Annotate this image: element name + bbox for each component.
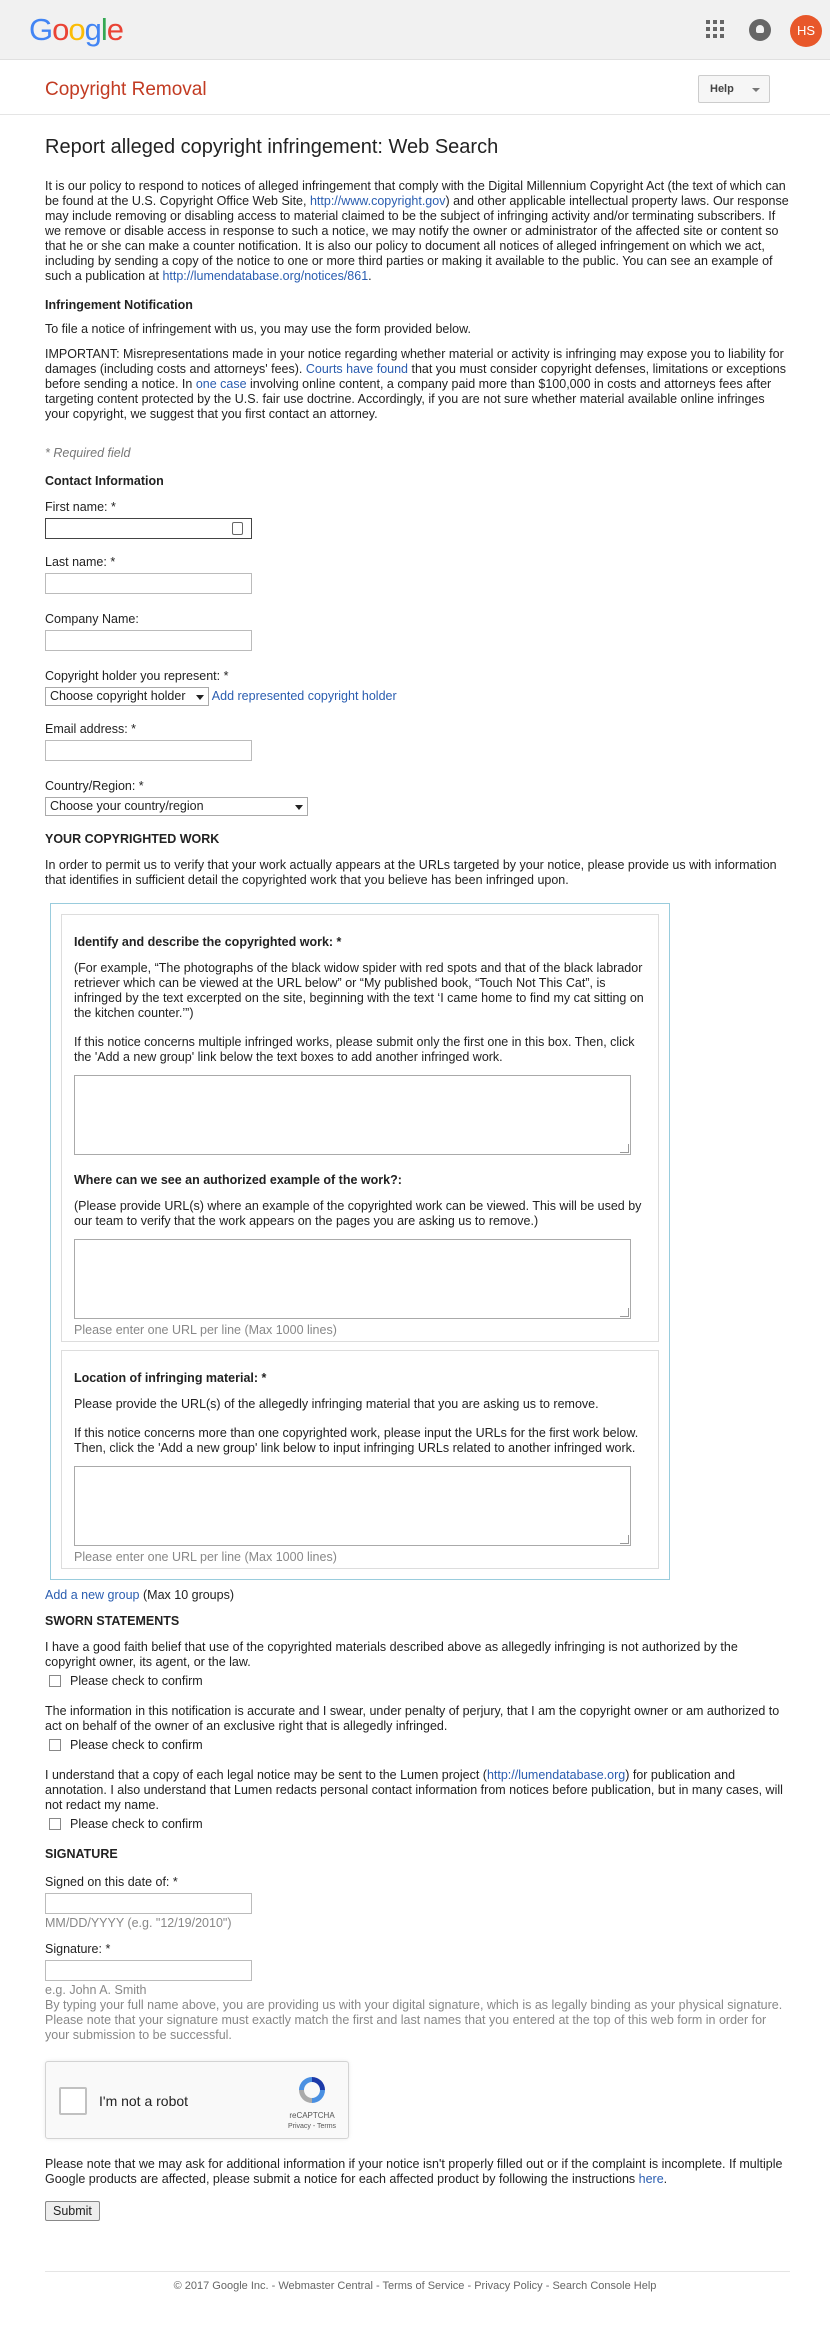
sworn-statement-2: The information in this notification is accurate and I swear, under penalty of perjury, that I am the copyright owner or am authorized to act on behalf of the owner of an exclusive right that is allegedly infringed. <box>45 1704 780 1733</box>
footer-divider <box>45 2271 790 2272</box>
sworn-statement-3 <box>45 1768 790 1813</box>
footer-link-privacy[interactable]: Privacy Policy <box>474 2280 543 2292</box>
closing-text: Please note that we may ask for additional information if your notice isn't properly filled out or if the complaint is incomplete. If multiple Google products are affected, please submit a notice for each affected product by following the instructions <box>45 2157 783 2186</box>
one-case-link[interactable]: one case <box>195 377 247 391</box>
confirm-checkbox-row[interactable] <box>45 1817 790 1831</box>
confirm-label: Please check to confirm <box>70 1674 203 1688</box>
instructions-here-link[interactable]: here <box>638 2172 664 2186</box>
add-new-group-link[interactable]: Add a new group <box>45 1588 140 1602</box>
main-content <box>45 115 790 2221</box>
copyright-holder-row <box>45 687 790 706</box>
chevron-down-icon <box>752 88 760 92</box>
apps-grid-icon[interactable] <box>706 20 726 40</box>
country-select[interactable] <box>45 797 308 816</box>
infringing-location-text: Please provide the URL(s) of the allegedly infringing material that you are asking us to remove. <box>74 1397 599 1411</box>
dropdown-arrow-icon <box>196 695 204 700</box>
company-name-input[interactable] <box>45 630 252 651</box>
signature-heading: SIGNATURE <box>45 1847 118 1861</box>
recaptcha-logo-icon <box>296 2074 328 2106</box>
logo-letter: o <box>52 12 69 47</box>
first-name-label: First name: * <box>45 500 116 514</box>
footer <box>0 2280 830 2292</box>
closing-text: . <box>663 2172 668 2186</box>
confirm-checkbox-row[interactable] <box>45 1674 790 1688</box>
work-group <box>50 903 670 1580</box>
footer-separator: - <box>372 2280 383 2292</box>
copyright-holder-select[interactable] <box>45 687 209 706</box>
section-title: Copyright Removal <box>45 79 207 100</box>
copyright-gov-link[interactable]: http://www.copyright.gov <box>309 194 446 208</box>
intro-text: It is our policy to respond to notices of alleged infringement that comply with the Digital Millennium Copyright Act (the text of which can be found at the U.S. Copyright Office Web Site, <box>45 179 786 208</box>
autofill-key-icon[interactable] <box>232 522 243 535</box>
statement-text: I understand that a copy of each legal notice may be sent to the Lumen project ( <box>45 1768 487 1782</box>
add-copyright-holder-link[interactable]: Add represented copyright holder <box>211 689 397 703</box>
account-avatar[interactable]: HS <box>790 15 822 47</box>
signed-date-label: Signed on this date of: * <box>45 1875 178 1889</box>
infringement-heading: Infringement Notification <box>45 298 193 312</box>
footer-separator: - <box>268 2280 279 2292</box>
courts-have-found-link[interactable]: Courts have found <box>305 362 409 376</box>
policy-intro <box>45 179 790 284</box>
signature-note: By typing your full name above, you are providing us with your digital signature, which is as legally binding as your physical signature. Please note that your signature must exactly match the first and last names that you entered at the top of this web form in order for your submission to be successful. <box>45 1998 783 2042</box>
country-label: Country/Region: * <box>45 779 144 793</box>
important-text: IMPORTANT: Misrepresentations made in your notice regarding whether material or activity is infringing may expose you to liability for damages (including costs and attorneys' fees). <box>45 347 784 376</box>
required-field-note: * Required field <box>45 446 131 460</box>
contact-heading: Contact Information <box>45 474 164 488</box>
recaptcha-widget <box>45 2061 349 2139</box>
company-name-label: Company Name: <box>45 612 139 626</box>
google-logo[interactable] <box>29 12 123 48</box>
signed-date-input[interactable] <box>45 1893 252 1914</box>
first-name-input[interactable] <box>45 518 252 539</box>
dropdown-arrow-icon <box>295 805 303 810</box>
confirm-label: Please check to confirm <box>70 1817 203 1831</box>
logo-letter: l <box>100 12 107 47</box>
infringing-location-textarea[interactable] <box>74 1466 631 1546</box>
intro-text: . <box>368 269 372 283</box>
logo-letter: o <box>68 12 85 47</box>
footer-link-search-console-help[interactable]: Search Console Help <box>552 2280 657 2292</box>
important-text: that you must consider copyright defenses, limitations or exceptions before sending a notice. In <box>45 362 786 391</box>
signature-hint: e.g. John A. Smith <box>45 1983 147 1997</box>
authorized-url-hint: Please enter one URL per line (Max 1000 lines) <box>74 1323 337 1337</box>
section-header <box>0 61 830 115</box>
copyrighted-work-heading: YOUR COPYRIGHTED WORK <box>45 832 220 846</box>
submit-button[interactable]: Submit <box>45 2201 100 2221</box>
authorized-example-label: Where can we see an authorized example of the work?: <box>74 1173 402 1187</box>
signed-date-hint: MM/DD/YYYY (e.g. "12/19/2010") <box>45 1916 232 1930</box>
authorized-example-textarea[interactable] <box>74 1239 631 1319</box>
important-text: involving online content, a company paid more than $100,000 in costs and attorneys fees after targeting content protected by the U.S. fair use doctrine. Accordingly, if you are not sure whether material available online infringes your copyright, we suggest that you first contact an attorney. <box>45 377 772 421</box>
recaptcha-links[interactable]: Privacy - Terms <box>287 2123 337 2130</box>
lumen-database-link[interactable]: http://lumendatabase.org <box>486 1768 626 1782</box>
sworn-statement-1: I have a good faith belief that use of the copyrighted materials described above as allegedly infringing is not authorized by the copyright owner, its agent, or the law. <box>45 1640 738 1669</box>
footer-link-terms[interactable]: Terms of Service <box>382 2280 465 2292</box>
identify-work-label: Identify and describe the copyrighted work: * <box>74 935 342 949</box>
logo-letter: g <box>84 12 101 47</box>
work-description-box <box>61 914 659 1342</box>
identify-work-multi-note: If this notice concerns multiple infringed works, please submit only the first one in this box. Then, click the 'Add a new group' link below the text boxes to add another infringed work. <box>74 1035 635 1064</box>
help-button[interactable] <box>698 75 770 103</box>
confirm-checkbox[interactable] <box>49 1818 61 1830</box>
confirm-checkbox[interactable] <box>49 1739 61 1751</box>
authorized-example-text: (Please provide URL(s) where an example of the copyrighted work can be viewed. This will be used by our team to verify that the work appears on the pages you are asking us to remove.) <box>74 1199 642 1228</box>
important-notice <box>45 347 790 422</box>
add-group-row <box>45 1588 790 1602</box>
copyright-holder-label: Copyright holder you represent: * <box>45 669 229 683</box>
identify-work-textarea[interactable] <box>74 1075 631 1155</box>
footer-copyright: © 2017 Google Inc. <box>173 2280 269 2292</box>
lumen-example-link[interactable]: http://lumendatabase.org/notices/861 <box>162 269 369 283</box>
recaptcha-label: I'm not a robot <box>99 2093 189 2109</box>
infringement-text: To file a notice of infringement with us, you may use the form provided below. <box>45 322 471 336</box>
confirm-checkbox-row[interactable] <box>45 1738 790 1752</box>
page-title: Report alleged copyright infringement: Web Search <box>45 136 499 158</box>
help-label: Help <box>710 83 734 95</box>
statement-text: ) for publication and annotation. I also understand that Lumen redacts personal contact information from notices before publication, but in many cases, will not redact my name. <box>45 1768 783 1812</box>
footer-separator: - <box>464 2280 475 2292</box>
footer-link-webmaster-central[interactable]: Webmaster Central <box>278 2280 373 2292</box>
email-label: Email address: * <box>45 722 137 736</box>
infringing-url-hint: Please enter one URL per line (Max 1000 lines) <box>74 1550 337 1564</box>
add-group-note: (Max 10 groups) <box>139 1588 234 1602</box>
confirm-checkbox[interactable] <box>49 1675 61 1687</box>
top-bar <box>0 0 830 60</box>
country-value: Choose your country/region <box>50 799 204 813</box>
copyright-holder-value: Choose copyright holder <box>50 689 186 703</box>
footer-separator: - <box>542 2280 553 2292</box>
sworn-statements-heading: SWORN STATEMENTS <box>45 1614 180 1628</box>
identify-work-example: (For example, “The photographs of the black widow spider with red spots and that of the black labrador retriever which can be viewed at the URL below” or “My published book, “Touch Not This Cat”, is infringed by the text excerpted on the site, beginning with the text ‘I came home to find my cat sitting on the kitchen counter.’”) <box>74 961 644 1020</box>
recaptcha-checkbox[interactable] <box>59 2087 87 2115</box>
logo-letter: G <box>29 12 53 47</box>
signature-label: Signature: * <box>45 1942 111 1956</box>
recaptcha-brand: reCAPTCHA <box>289 2111 335 2120</box>
email-input[interactable] <box>45 740 252 761</box>
copyrighted-work-intro: In order to permit us to verify that your work actually appears at the URLs targeted by your notice, please provide us with information that identifies in sufficient detail the copyrighted work that you believe has been infringed upon. <box>45 858 777 887</box>
intro-text: ) and other applicable intellectual property laws. Our response may include removing or disabling access to material claimed to be the subject of infringing activity and/or terminating subscribers. If we remove or disable access in response to such a notice, we may notify the owner or administrator of the affected site or content so that he or she can make a counter notification. It is also our policy to document all notices of alleged infringement on which we act, including by sending a copy of the notice to one or more third parties or making it available to the public. You can see an example of such a publication at <box>45 194 789 283</box>
last-name-input[interactable] <box>45 573 252 594</box>
confirm-label: Please check to confirm <box>70 1738 203 1752</box>
closing-note <box>45 2157 790 2187</box>
notifications-bell-icon[interactable] <box>749 19 771 41</box>
infringing-location-label: Location of infringing material: * <box>74 1371 267 1385</box>
infringing-location-box <box>61 1350 659 1569</box>
logo-letter: e <box>106 12 124 47</box>
signature-input[interactable] <box>45 1960 252 1981</box>
last-name-label: Last name: * <box>45 555 116 569</box>
infringing-location-multi-note: If this notice concerns more than one copyrighted work, please input the URLs for the first work below. Then, click the 'Add a new group' link below to input infringing URLs related to another infringed work. <box>74 1426 639 1455</box>
